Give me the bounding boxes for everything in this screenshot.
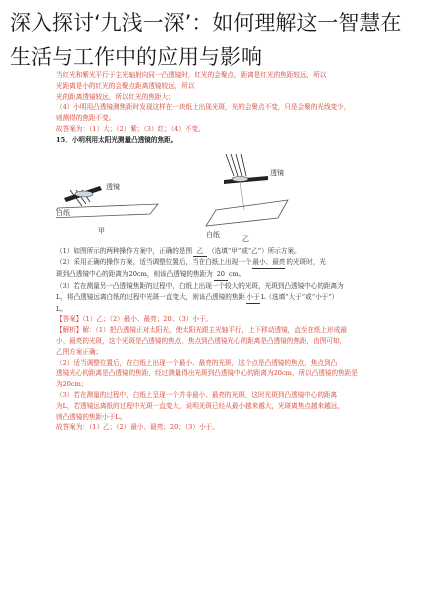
answer-line: 【答案】（1）乙；（2）最小、最亮；20；（3）小于。 (56, 315, 213, 324)
analysis-line: 【解析】解：（1）把凸透镜正对太阳光，使太阳光跟主光轴平行，上下移动透镜，直至在纸上形成最 (56, 326, 348, 335)
lens-diagram (56, 146, 386, 246)
analysis-line: 小、最亮的光斑，这个光斑是凸透镜的焦点，焦点到凸透镜光心的距离是凸透镜的焦距，由图可知， (56, 336, 347, 345)
paper-label-right: 白纸 (206, 230, 220, 239)
sun-ray (241, 154, 246, 176)
analysis-line: 乙图方案正确； (56, 347, 103, 356)
answer-blank: 小于 (246, 292, 260, 304)
doc-line: 则测得的焦距不变。 (56, 114, 116, 123)
analysis-line: 透镜光心的距离是凸透镜的焦距，经过测量得出光斑到凸透镜中心的距离为20cm，所以凸透镜的焦距是 (56, 369, 358, 378)
analysis-line: （2）适当调整位置后，在白纸上出现一个最小、最亮的光斑，这个点是凸透镜的焦点，焦点到凸 (56, 358, 338, 367)
lens-figure (56, 146, 386, 246)
paper-label-left: 白纸 (56, 208, 70, 217)
sun-ray (226, 154, 234, 176)
question-line: （2）采用正确的操作方案，适当调整位置后，当在白纸上出现一个最小、最亮的光斑时，光 (56, 257, 386, 269)
lens-right-icon (232, 176, 248, 181)
question-line: （3）若在测量另一凸透镜焦距的过程中，白纸上出现一个较大的光斑，光斑到凸透镜中心的距离为 (56, 281, 344, 290)
analysis-line: （3）若在测量的过程中，白纸上呈现一个并非最小、最亮的光斑，这时光斑到凸透镜中心的距离 (56, 390, 338, 399)
document-scan (56, 70, 386, 433)
question-line: L。 (56, 304, 67, 313)
caption-right: 乙 (242, 234, 249, 243)
lens-left-icon (75, 191, 93, 197)
analysis-line: 为L，若透镜远离纸的过程中光斑一直变大，说明光斑已经从最小越来越大，光斑离焦点越来越远， (56, 401, 344, 410)
diagram-right (206, 154, 288, 226)
question-header: 15．小明利用太阳光测量凸透镜的焦距。 (56, 135, 178, 144)
answer-blank: 最小、最亮 (252, 257, 285, 269)
question-line: L，将凸透镜远离白纸的过程中光斑一直变大，则该凸透镜的焦距小于L（选填“大于”或“小于”） (56, 292, 386, 304)
answer-blank: 20 (214, 269, 228, 281)
analysis-line: 则凸透镜的焦距小于L。 (56, 412, 127, 421)
paper-right (206, 200, 288, 226)
answer-blank: 乙 (193, 246, 207, 258)
doc-line: 故答案为：（1）大；（2）紫；（3）红；（4）不变。 (56, 124, 205, 133)
doc-line: 光的距离透镜较远，所以红光的焦距大； (56, 92, 175, 101)
question-line: 斑到凸透镜中心的距离为20cm，则该凸透镜的焦距为 20 cm。 (56, 269, 386, 281)
paper-left (56, 204, 158, 218)
light-ray (240, 182, 244, 210)
page-title: 深入探讨‘九浅一深’：如何理解这一智慧在生活与工作中的应用与影响 (10, 11, 402, 69)
doc-line: 光距离是小的红光的会聚点距离透镜较远，所以 (56, 81, 195, 90)
doc-line: 当红光和紫光平行于主光轴射向同一凸透镜时，红光的会聚点，距离是红光的焦距较远，所以 (56, 71, 327, 79)
analysis-line: 故答案为：（1）乙；（2）最小、最亮；20；（3）小于。 (56, 423, 219, 432)
doc-line: （4）小明用凸透镜测焦距时发现这样在一块纸上出现光斑，光的会聚点不变，只是会聚的光线变少， (56, 103, 351, 112)
question-line: （1）如图所示的两种操作方案中，正确的是图 乙 （选填“甲”或“乙”）所示方案。 (56, 246, 386, 258)
analysis-line: 为20cm； (56, 380, 88, 389)
lens-label-left: 透镜 (106, 182, 120, 191)
caption-left: 甲 (98, 226, 105, 235)
lens-label-right: 透镜 (270, 168, 284, 177)
